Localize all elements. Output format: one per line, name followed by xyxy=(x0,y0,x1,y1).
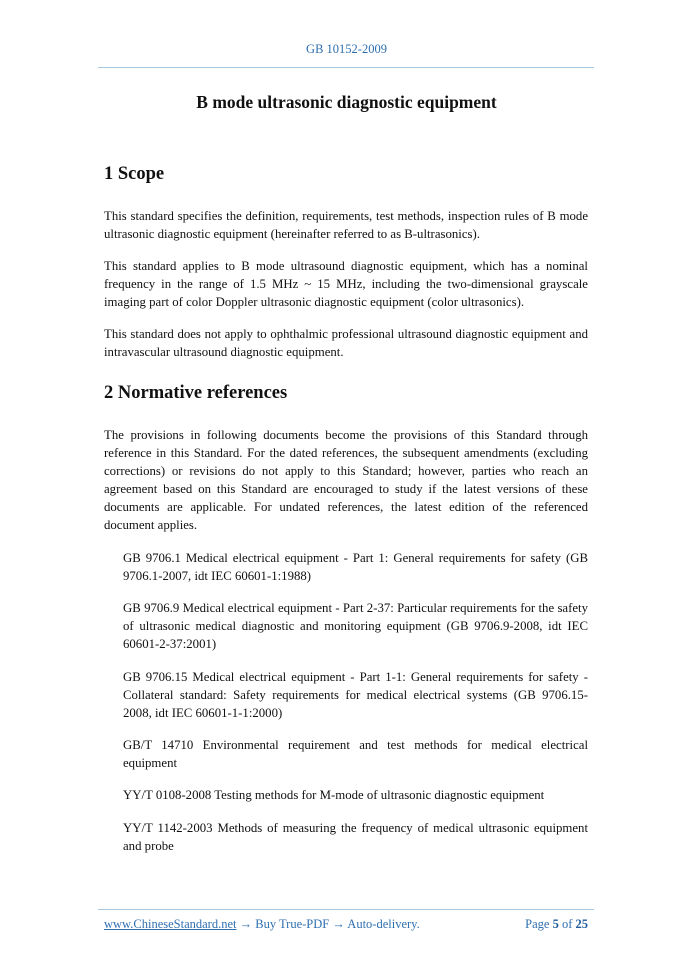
reference-item: GB 9706.9 Medical electrical equipment - Part 2-37: Particular requirements for the safety of ultrasonic medical diagnostic and monitoring equipment (GB 9706.9-2008, idt IEC 60601-2-37:2001) xyxy=(123,601,588,651)
scope-paragraph-1: This standard specifies the definition, requirements, test methods, inspection rules of B mode ultrasonic diagnostic equipment (hereinafter referred to as B-ultrasonics). xyxy=(104,209,588,241)
reference-item: GB/T 14710 Environmental requirement and test methods for medical electrical equipment xyxy=(123,738,588,770)
promo-text: → Buy True-PDF → Auto-delivery. xyxy=(239,917,420,931)
page-number xyxy=(525,917,588,932)
section-heading-scope: 1 Scope xyxy=(104,164,165,184)
site-link[interactable]: www.ChineseStandard.net xyxy=(104,917,237,931)
reference-item: GB 9706.1 Medical electrical equipment - Part 1: General requirements for safety (GB 9706.1-2007, idt IEC 60601-1:1988) xyxy=(123,551,588,583)
page-total: 25 xyxy=(575,917,588,931)
reference-item: GB 9706.15 Medical electrical equipment - Part 1-1: General requirements for safety - Collateral standard: Safety requirements for medical electrical systems (GB 9706.15-2008, idt IEC 60601-1-1:2000) xyxy=(123,670,588,720)
header-divider xyxy=(98,67,594,68)
document-title: B mode ultrasonic diagnostic equipment xyxy=(196,92,497,112)
scope-paragraph-3: This standard does not apply to ophthalmic professional ultrasound diagnostic equipment and intravascular ultrasound diagnostic equipment. xyxy=(104,327,588,359)
running-header: GB 10152-2009 xyxy=(306,42,387,56)
page-current: 5 xyxy=(552,917,559,931)
scope-paragraph-2: This standard applies to B mode ultrasound diagnostic equipment, which has a nominal frequency in the range of 1.5 MHz ~ 15 MHz, including the two-dimensional grayscale imaging part of color Doppler ultrasonic diagnostic equipment (color ultrasonics). xyxy=(104,259,588,309)
reference-item: YY/T 0108-2008 Testing methods for M-mode of ultrasonic diagnostic equipment xyxy=(123,788,545,802)
section-heading-normative-references: 2 Normative references xyxy=(104,383,288,403)
footer-promo xyxy=(104,917,420,932)
page-label: Page xyxy=(525,917,550,931)
reference-item: YY/T 1142-2003 Methods of measuring the frequency of medical ultrasonic equipment and probe xyxy=(123,821,588,853)
references-intro-paragraph: The provisions in following documents become the provisions of this Standard through reference in this Standard. For the dated references, the subsequent amendments (excluding corrections) or revisions do not apply to this Standard; however, parties who reach an agreement based on this Standard are encouraged to study if the latest versions of these documents are applicable. For undated references, the latest edition of the referenced document applies. xyxy=(104,428,588,532)
footer-divider xyxy=(98,909,594,910)
page-of-label: of xyxy=(561,917,573,931)
